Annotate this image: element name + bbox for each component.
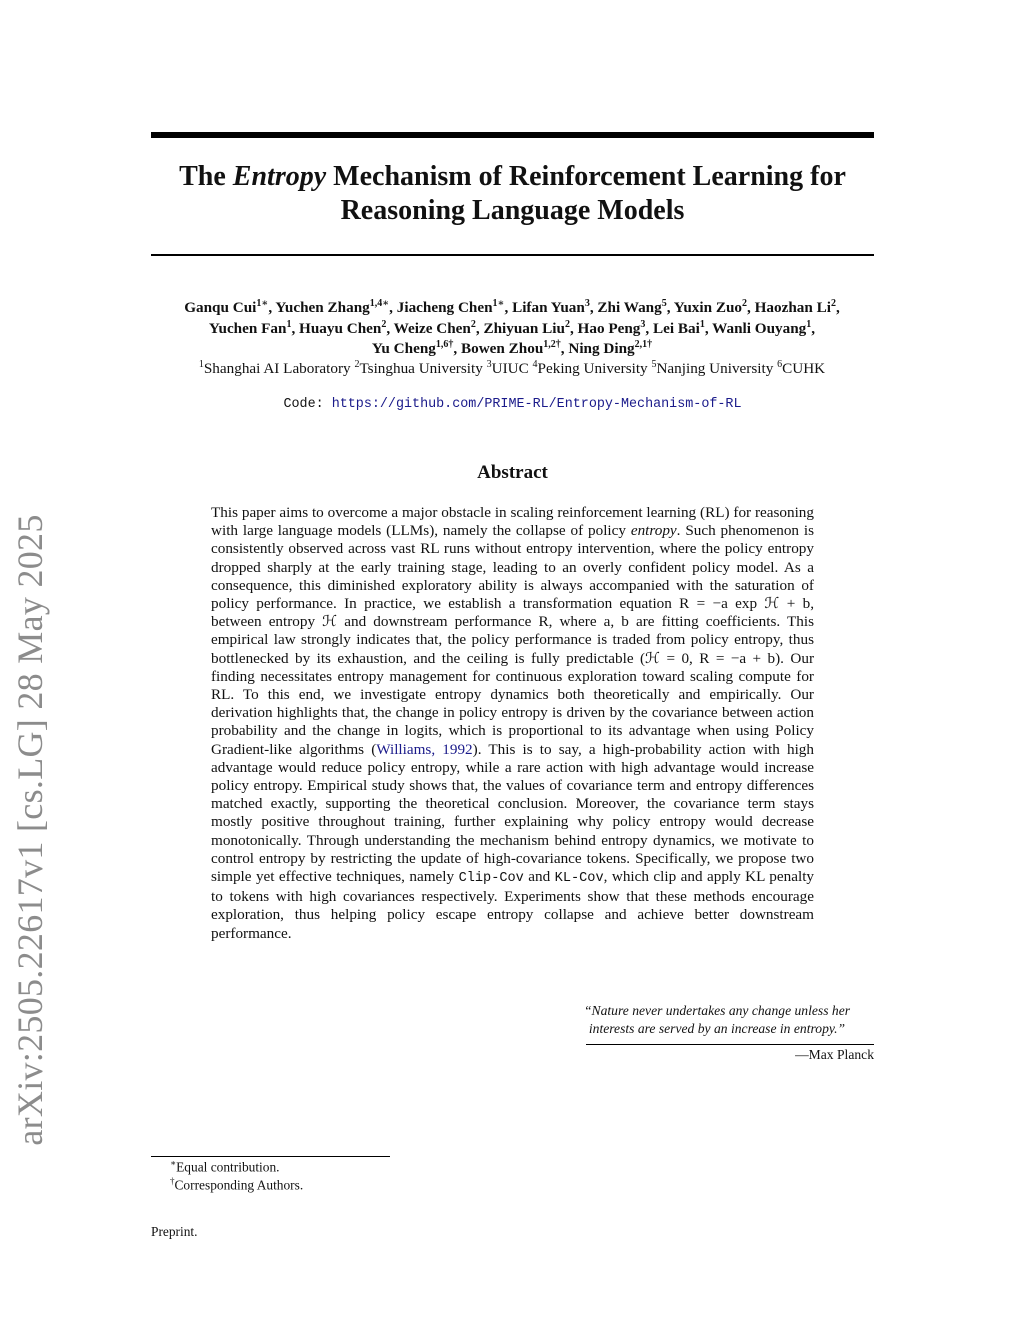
author-separator: , <box>475 319 484 337</box>
abstract-text: This paper aims to overcome a major obstacle in scaling reinforcement learning (RL) for reasoning with large language models (LLMs), namely the collapse of policy <box>211 504 814 540</box>
title-part: Mechanism of Reinforcement Learning for <box>326 161 846 192</box>
affiliation-item <box>199 360 351 377</box>
author-affiliation-sup: 1,6 <box>435 338 449 350</box>
technique-name: Clip-Cov <box>458 871 524 887</box>
author-note-mark: ∗ <box>382 297 390 309</box>
code-label: Code: <box>283 397 332 412</box>
author-name: Yuchen Fan <box>208 319 287 337</box>
author-separator: , <box>389 299 397 316</box>
author-affiliation-sup: 2 <box>742 297 747 309</box>
author-separator: , <box>291 319 300 337</box>
abstract-text: ). This is to say, a high-probability action with high advantage would reduce policy entropy, while a rare action with high advantage would increase policy entropy. Empirical study shows that, the values of covariance term and entropy differences matched exactly, supporting the theoretical conclusion. Moreover, the covariance term stays mostly positive throughout training, further explaining why policy entropy would decrease monotonically. Through understanding the mechanism behind entropy dynamics, we motivate to control entropy by restricting the update of high-covariance tokens. Specifically, we propose two simple yet effective techniques, namely <box>211 740 814 886</box>
author-affiliation-sup: 2 <box>381 318 387 330</box>
abstract-text: and <box>523 868 555 886</box>
author-affiliation-sup: 1 <box>806 318 812 330</box>
author-name: Zhi Wang <box>597 299 662 316</box>
footnote-text: Corresponding Authors. <box>174 1177 304 1193</box>
author-name: Bowen Zhou <box>460 340 544 357</box>
author-affiliation-sup: 2 <box>470 318 476 330</box>
author-separator: , <box>589 299 598 316</box>
author-name: Huayu Chen <box>299 319 382 337</box>
affiliation-number: 4 <box>532 358 538 370</box>
abstract-body <box>211 504 814 943</box>
abstract-italic-word: entropy <box>630 522 677 540</box>
title-part: The <box>179 161 233 192</box>
quote-rule <box>586 1044 874 1045</box>
author-list <box>120 298 904 360</box>
quote-line: “Nature never undertakes any change unless her <box>583 1003 851 1018</box>
author-note-mark: † <box>647 338 653 350</box>
author-name: Yu Cheng <box>371 340 436 357</box>
author-separator: , <box>268 299 276 316</box>
paper-title <box>151 160 874 228</box>
author-separator: , <box>666 299 674 316</box>
abstract-heading: Abstract <box>477 462 548 483</box>
author-note-mark: ∗ <box>497 297 505 309</box>
author-name: Zhiyuan Liu <box>483 319 565 337</box>
arxiv-identifier: arXiv:2505.22617v1 [cs.LG] 28 May 2025 <box>10 514 50 1146</box>
footnote-text: Equal contribution. <box>176 1159 280 1175</box>
title-line-2: Reasoning Language Models <box>340 195 685 226</box>
author-name: Wanli Ouyang <box>712 319 807 337</box>
author-note-mark: ∗ <box>261 297 269 309</box>
author-line-1 <box>120 298 904 319</box>
author-note-mark: † <box>555 338 561 350</box>
author-affiliation-sup: 1 <box>699 318 705 330</box>
abstract-text: . Such phenomenon is consistently observed across vast RL runs without entropy intervention, where the policy entropy dropped sharply at the early training stage, leading to an overly confident policy model. As a consequence, this diminished exploratory ability is always accompanied with the saturation of policy performance. In practice, we establish a transformation equation R = −a exp ℋ + b, between entropy ℋ and downstream performance R, where a, b are fitting coefficients. This empirical law strongly indicates that, the policy performance is traded from policy entropy, thus bottlenecked by its exhaustion, and the ceiling is fully predictable (ℋ = 0, R = −a + b). Our finding necessitates entropy management for continuous exploration toward scaling compute for RL. To this end, we investigate entropy dynamics both theoretically and empirically. Our derivation highlights that, the change in policy entropy is driven by the covariance between action probability and the change in logits, which is proportional to its advantage when using Policy Gradient-like algorithms ( <box>211 522 814 758</box>
author-name: Yuchen Zhang <box>275 299 370 316</box>
affiliation-item <box>487 360 529 377</box>
footnote-mark: ∗ <box>170 1158 177 1168</box>
affiliation-name: Nanjing University <box>656 360 774 377</box>
author-affiliation-sup: 1,4 <box>369 297 383 309</box>
code-link-line <box>151 397 874 412</box>
quote-attribution: —Max Planck <box>795 1047 874 1062</box>
author-affiliation-sup: 2 <box>564 318 570 330</box>
author-separator: , <box>560 340 569 357</box>
author-affiliation-sup: 3 <box>640 318 646 330</box>
author-line-2 <box>120 319 904 340</box>
quote-line: interests are served by an increase in entropy.” <box>588 1021 846 1036</box>
author-affiliation-sup: 5 <box>661 297 667 309</box>
author-separator: , <box>569 319 578 337</box>
author-affiliation-sup: 3 <box>584 297 590 309</box>
affiliation-name: CUHK <box>782 360 826 377</box>
affiliation-number: 5 <box>651 358 657 370</box>
author-separator: , <box>453 340 461 357</box>
footnote-corresponding-authors <box>170 1176 303 1193</box>
abstract-text: , which clip and apply KL penalty to tokens with high covariances respectively. Experiments show that these methods encourage exploration, thus helping policy escape entropy collapse and achieve better downstream performance. <box>211 868 815 942</box>
affiliation-list <box>120 359 904 379</box>
title-top-rule <box>151 132 874 138</box>
author-line-3 <box>120 339 904 360</box>
author-name: Yuxin Zuo <box>673 299 742 316</box>
epigraph-quote <box>560 1002 874 1038</box>
affiliation-number: 3 <box>486 358 492 370</box>
author-name: Weize Chen <box>393 319 471 337</box>
author-name: Hao Peng <box>577 319 641 337</box>
affiliation-item <box>354 360 482 377</box>
code-repository-link[interactable]: https://github.com/PRIME-RL/Entropy-Mechanism-of-RL <box>331 397 742 412</box>
author-name: Lei Bai <box>652 319 700 337</box>
author-name: Lifan Yuan <box>512 299 585 316</box>
affiliation-item <box>533 360 648 377</box>
affiliation-item <box>777 360 825 377</box>
author-name: Ganqu Cui <box>184 299 257 316</box>
author-affiliation-sup: 2,1 <box>634 338 648 350</box>
affiliation-name: UIUC <box>491 360 529 377</box>
footnote-equal-contribution <box>170 1158 280 1175</box>
author-affiliation-sup: 1 <box>492 297 498 309</box>
author-name: Ning Ding <box>568 340 635 357</box>
footnote-mark: † <box>170 1176 175 1186</box>
affiliation-number: 6 <box>777 358 783 370</box>
preprint-label: Preprint. <box>151 1224 198 1239</box>
author-name: Jiacheng Chen <box>396 299 493 316</box>
author-separator: , <box>811 319 816 337</box>
author-separator: , <box>386 319 394 337</box>
author-note-mark: † <box>448 338 454 350</box>
author-separator: , <box>504 299 513 316</box>
affiliation-number: 1 <box>198 358 204 370</box>
author-affiliation-sup: 1,2 <box>543 338 556 350</box>
author-name: Haozhan Li <box>754 299 831 316</box>
author-separator: , <box>835 299 840 316</box>
affiliation-name: Tsinghua University <box>359 360 483 377</box>
citation-link[interactable]: Williams, 1992 <box>376 740 473 758</box>
affiliation-name: Shanghai AI Laboratory <box>203 360 351 377</box>
affiliation-name: Peking University <box>537 360 648 377</box>
technique-name: KL-Cov <box>554 871 604 887</box>
affiliation-item <box>651 360 773 377</box>
affiliation-number: 2 <box>354 358 360 370</box>
title-italic-word: Entropy <box>232 161 327 192</box>
author-separator: , <box>645 319 653 337</box>
author-separator: , <box>747 299 755 316</box>
author-affiliation-sup: 1 <box>286 318 292 330</box>
author-affiliation-sup: 2 <box>830 297 836 309</box>
title-bottom-rule <box>151 254 874 256</box>
author-separator: , <box>704 319 713 337</box>
author-affiliation-sup: 1 <box>256 297 262 309</box>
footnote-rule <box>151 1156 390 1157</box>
